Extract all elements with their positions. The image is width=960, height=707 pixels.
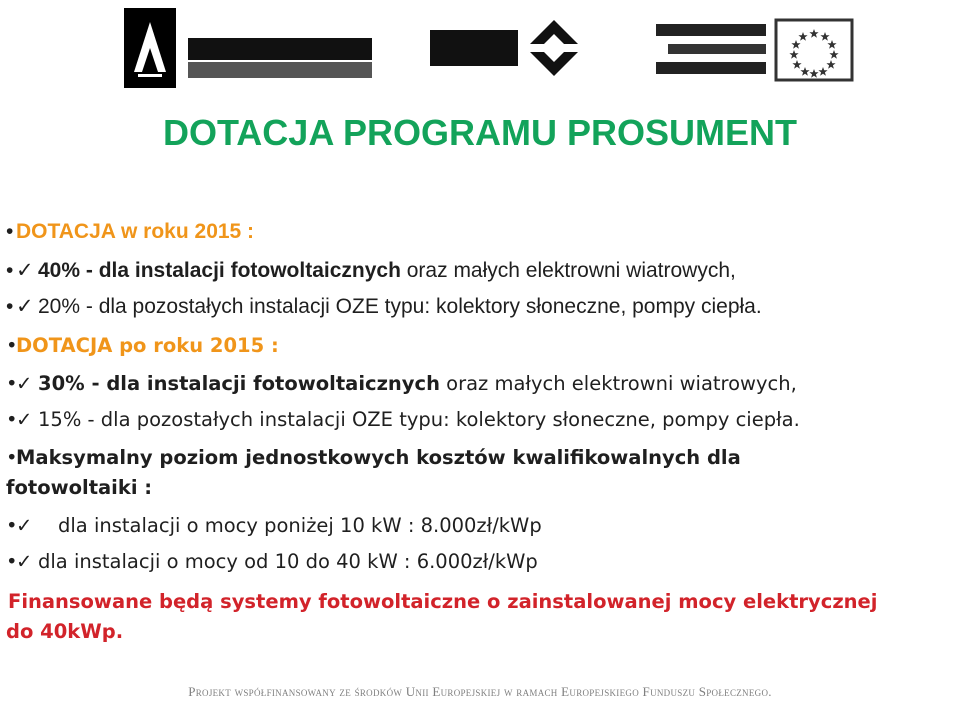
check-icon: ✓ <box>16 514 33 537</box>
heading-2015-text: DOTACJA w roku 2015 : <box>16 220 255 243</box>
heading-after-2015 <box>6 334 279 357</box>
check-icon: ✓ <box>16 259 34 282</box>
bullet: • <box>6 514 18 537</box>
bullet: • <box>6 446 18 469</box>
heading-after-2015-text: DOTACJA po roku 2015 : <box>16 334 279 357</box>
list-item <box>6 372 797 395</box>
heading-max-line1: Maksymalny poziom jednostkowych kosztów kwalifikowalnych dla <box>16 446 741 469</box>
list-item <box>6 550 538 573</box>
check-icon: ✓ <box>16 295 34 318</box>
item-bold: 30% - dla instalacji fotowoltaicznych <box>38 372 440 395</box>
heading-max-line2 <box>6 476 152 499</box>
list-item <box>6 514 542 537</box>
item-text: 15% - dla pozostałych instalacji OZE typu: kolektory słoneczne, pompy ciepła. <box>38 408 800 431</box>
kapital-ludzki-logo <box>124 8 374 88</box>
item-rest: oraz małych elektrowni wiatrowych, <box>439 372 797 395</box>
header-logos <box>0 0 960 100</box>
list-item <box>6 408 800 431</box>
heading-max <box>6 446 741 469</box>
item-text: dla instalacji o mocy od 10 do 40 kW : 6.000zł/kWp <box>38 550 538 573</box>
bullet: • <box>6 220 14 243</box>
bullet: • <box>6 295 14 318</box>
list-item <box>6 294 762 319</box>
bullet: • <box>6 259 14 282</box>
bullet: • <box>6 334 18 357</box>
funding-note-line2 <box>6 620 123 643</box>
bullet: • <box>6 372 18 395</box>
funding-note-text2: do 40kWp. <box>6 620 124 643</box>
item-rest: oraz małych elektrowni wiatrowych, <box>400 259 736 282</box>
bullet: • <box>6 408 18 431</box>
slide-title: DOTACJA PROGRAMU PROSUMENT <box>162 112 797 153</box>
item-text: dla instalacji o mocy poniżej 10 kW : 8.000zł/kWp <box>58 514 542 537</box>
item-text: 20% - dla pozostałych instalacji OZE typu: kolektory słoneczne, pompy ciepła. <box>38 295 762 318</box>
check-icon: ✓ <box>16 408 33 431</box>
item-bold: 40% - dla instalacji fotowoltaicznych <box>38 259 401 282</box>
funding-note-text1: Finansowane będą systemy fotowoltaiczne o zainstalowanej mocy elektrycznej <box>8 590 878 613</box>
heading-2015 <box>6 220 254 244</box>
footer-text: Projekt współfinansowany ze środków Unii Europejskiej w ramach Europejskiego Funduszu Społecznego. <box>188 684 772 699</box>
funding-note-line1 <box>8 590 877 613</box>
bullet: • <box>6 550 18 573</box>
eu-logo <box>656 18 856 82</box>
heading-max-line2-text: fotowoltaiki : <box>6 476 153 499</box>
check-icon: ✓ <box>16 550 33 573</box>
parp-logo <box>430 16 590 80</box>
list-item <box>6 258 736 283</box>
check-icon: ✓ <box>16 372 33 395</box>
